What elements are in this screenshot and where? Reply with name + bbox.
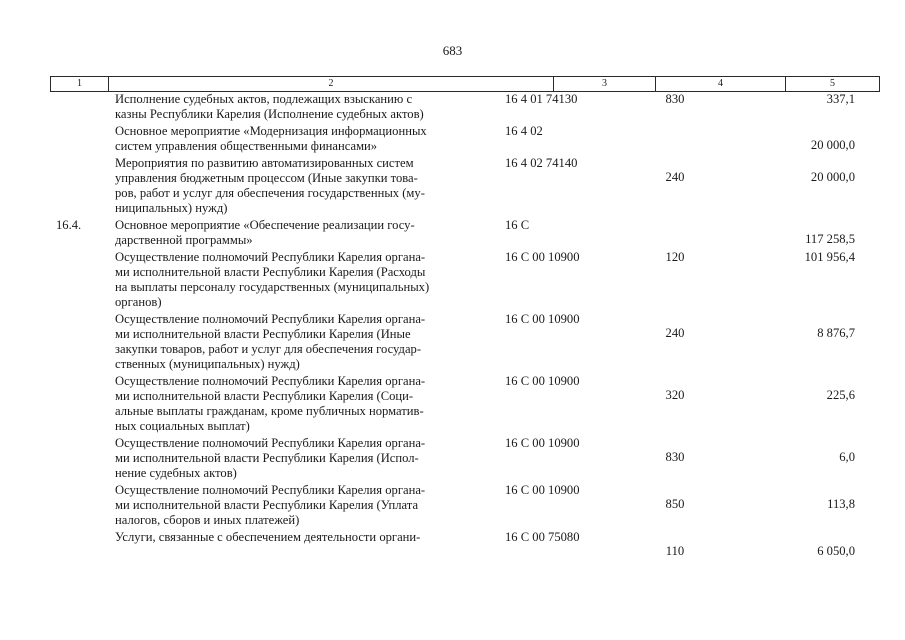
column-header-4: 4: [656, 77, 786, 91]
row-description: Осуществление полномочий Республики Карелия органа- ми исполнительной власти Республики Карелия (Расходы на выплаты персоналу государственных (муниципальных) органов): [115, 250, 430, 309]
row-code: 16 С 00 10900: [505, 250, 580, 264]
table-row: [0, 250, 905, 312]
table-row: [0, 124, 905, 156]
row-code: 16 4 02: [505, 124, 543, 138]
column-header-1: 1: [51, 77, 109, 91]
row-description: Осуществление полномочий Республики Карелия органа- ми исполнительной власти Республики Карелия (Испол- нение судебных актов): [115, 436, 426, 480]
table-row: [0, 530, 905, 558]
table-row: [0, 312, 905, 374]
table-row: [0, 374, 905, 436]
row-amount: 337,1: [826, 92, 855, 106]
row-expense-type: 120: [665, 250, 685, 264]
row-expense-type: 850: [665, 497, 685, 511]
row-expense-type: 830: [665, 92, 685, 106]
row-amount: 6,0: [839, 450, 855, 464]
table-header: [50, 76, 880, 92]
row-code: 16 С 00 10900: [505, 312, 580, 326]
row-description: Основное мероприятие «Модернизация информационных систем управления общественными финансами»: [115, 124, 427, 153]
row-expense-type: 830: [665, 450, 685, 464]
table-row: [0, 92, 905, 124]
table-row: [0, 218, 905, 250]
column-header-5: 5: [830, 78, 835, 89]
column-header-2: 2: [109, 77, 554, 91]
row-code: 16 С: [505, 218, 530, 232]
row-code: 16 С 00 75080: [505, 530, 580, 544]
row-amount: 113,8: [827, 497, 855, 511]
row-description: Осуществление полномочий Республики Карелия органа- ми исполнительной власти Республики Карелия (Соци- альные выплаты гражданам, кроме публичных норматив- ных социальных выплат): [115, 374, 426, 433]
row-description: Осуществление полномочий Республики Карелия органа- ми исполнительной власти Республики Карелия (Иные закупки товаров, работ и услуг для обеспечения государ- ственных (муниципальных) нужд): [115, 312, 426, 371]
row-amount: 6 050,0: [817, 544, 855, 558]
row-description: Услуги, связанные с обеспечением деятельности органи-: [115, 530, 421, 544]
row-code: 16 С 00 10900: [505, 483, 580, 497]
page-number: 683: [442, 43, 463, 58]
row-description: Исполнение судебных актов, подлежащих взысканию с казны Республики Карелия (Исполнение судебных актов): [115, 92, 424, 121]
row-amount: 225,6: [826, 388, 855, 402]
row-amount: 101 956,4: [804, 250, 855, 264]
table-row: [0, 156, 905, 218]
table-body: [0, 92, 905, 558]
row-description: Осуществление полномочий Республики Карелия органа- ми исполнительной власти Республики Карелия (Уплата налогов, сборов и иных платежей): [115, 483, 426, 527]
column-header-3: 3: [554, 77, 656, 91]
row-amount: 8 876,7: [817, 326, 855, 340]
row-code: 16 С 00 10900: [505, 436, 580, 450]
row-code: 16 4 01 74130: [505, 92, 578, 106]
row-description: Мероприятия по развитию автоматизированных систем управления бюджетным процессом (Иные закупки това- ров, работ и услуг для обеспечения государственных (му- ниципальных) нужд): [115, 156, 425, 215]
row-code: 16 4 02 74140: [505, 156, 578, 170]
row-expense-type: 240: [665, 170, 685, 184]
table-row: [0, 436, 905, 483]
row-amount: 117 258,5: [805, 232, 855, 246]
row-expense-type: 320: [665, 388, 685, 402]
row-expense-type: 240: [665, 326, 685, 340]
row-amount: 20 000,0: [810, 138, 855, 152]
row-expense-type: 110: [665, 544, 685, 558]
row-amount: 20 000,0: [810, 170, 855, 184]
row-number: 16.4.: [56, 218, 82, 232]
table-row: [0, 483, 905, 530]
row-description: Основное мероприятие «Обеспечение реализации госу- дарственной программы»: [115, 218, 415, 247]
row-code: 16 С 00 10900: [505, 374, 580, 388]
